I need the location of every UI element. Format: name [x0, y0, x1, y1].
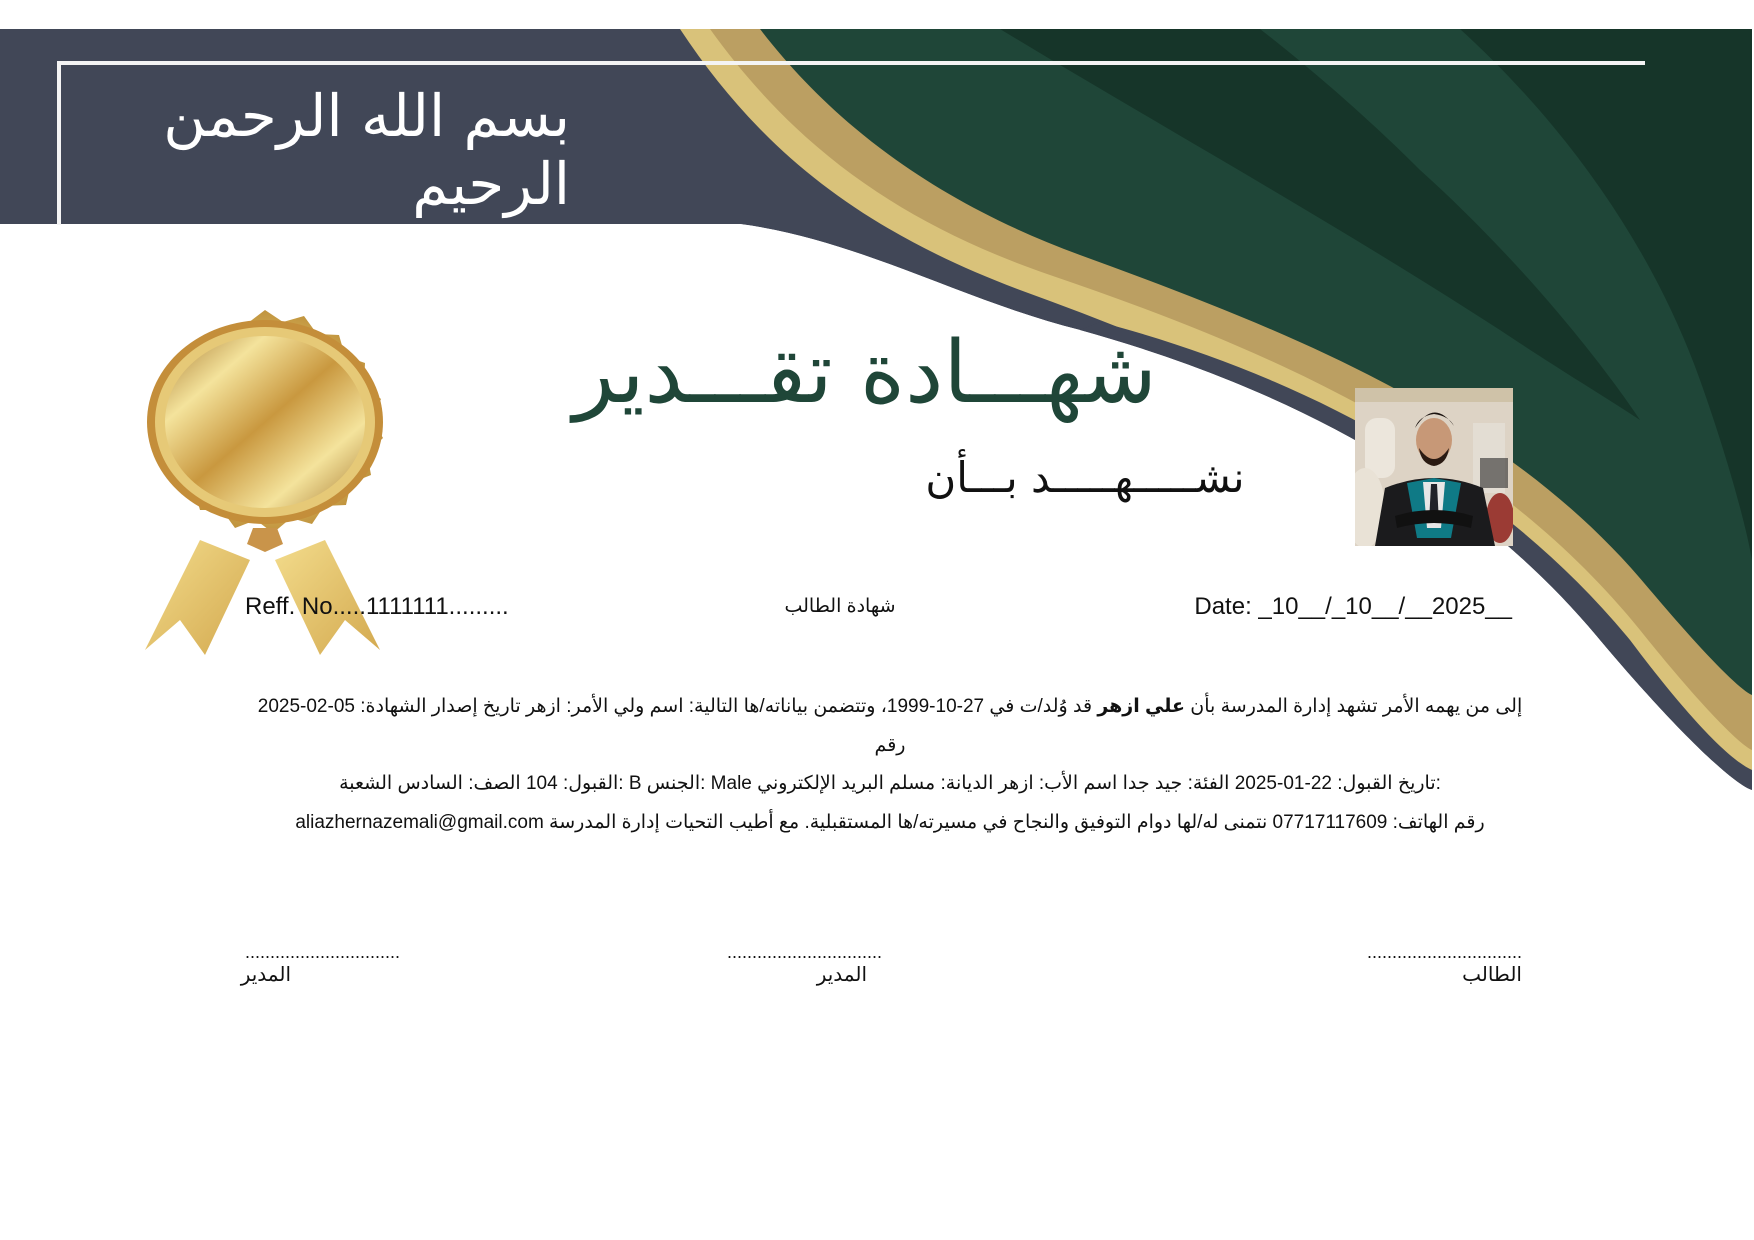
certificate-body [240, 688, 1540, 842]
frame-line-left [57, 61, 61, 225]
bismillah-text: بسم الله الرحمن الرحيم [163, 82, 570, 218]
signature-line: ............................... [727, 942, 883, 962]
signature-student [1282, 942, 1522, 988]
frame-line-top [58, 61, 1645, 65]
signature-label: المدير [240, 964, 291, 986]
body-line-1-prefix: إلى من يهمه الأمر تشهد إدارة المدرسة بأن [1185, 696, 1523, 717]
bismillah-calligraphy [108, 82, 570, 218]
signature-director-middle [727, 942, 967, 988]
signature-line: ............................... [1366, 942, 1522, 962]
certificate-title: شهـــادة تقـــدير [573, 323, 1157, 423]
signature-line: ............................... [245, 942, 401, 962]
student-certificate-label: شهادة الطالب [784, 596, 896, 617]
signature-label: المدير [816, 964, 867, 986]
student-portrait-icon [1355, 388, 1513, 546]
reference-number: Reff. No.....1111111......... [245, 593, 509, 620]
body-line-1 [240, 688, 1540, 765]
body-line-3: رقم الهاتف: 07717117609 نتمنى له/لها دوام التوفيق والنجاح في مسيرته/ها المستقبلية. مع أطيب التحيات إدارة المدرسة aliazhernazemali@gmail.com [295, 811, 1485, 833]
signature-director-left [240, 942, 485, 988]
body-line-1-suffix: قد وُلد/ت في 27-10-1999، وتتضمن بياناته/ها التالية: اسم ولي الأمر: ازهر تاريخ إصدار الشهادة: 05-02-2025 رقم [257, 696, 1098, 756]
body-line-2: :تاريخ القبول: 22-01-2025 الفئة: جيد جدا اسم الأب: ازهر الديانة: مسلم البريد الإلكتروني Male :الجنس B :القبول: 104 الصف: السادس الشعبة [339, 773, 1441, 794]
certificate-date: Date: _10__/_10__/__2025__ [1194, 593, 1512, 620]
student-name: علي ازهر [1097, 696, 1185, 717]
certificate-subtitle: نشـــــهـــــد بـــأن [925, 453, 1245, 502]
student-photo [1355, 388, 1513, 546]
signature-label: الطالب [1462, 964, 1522, 986]
